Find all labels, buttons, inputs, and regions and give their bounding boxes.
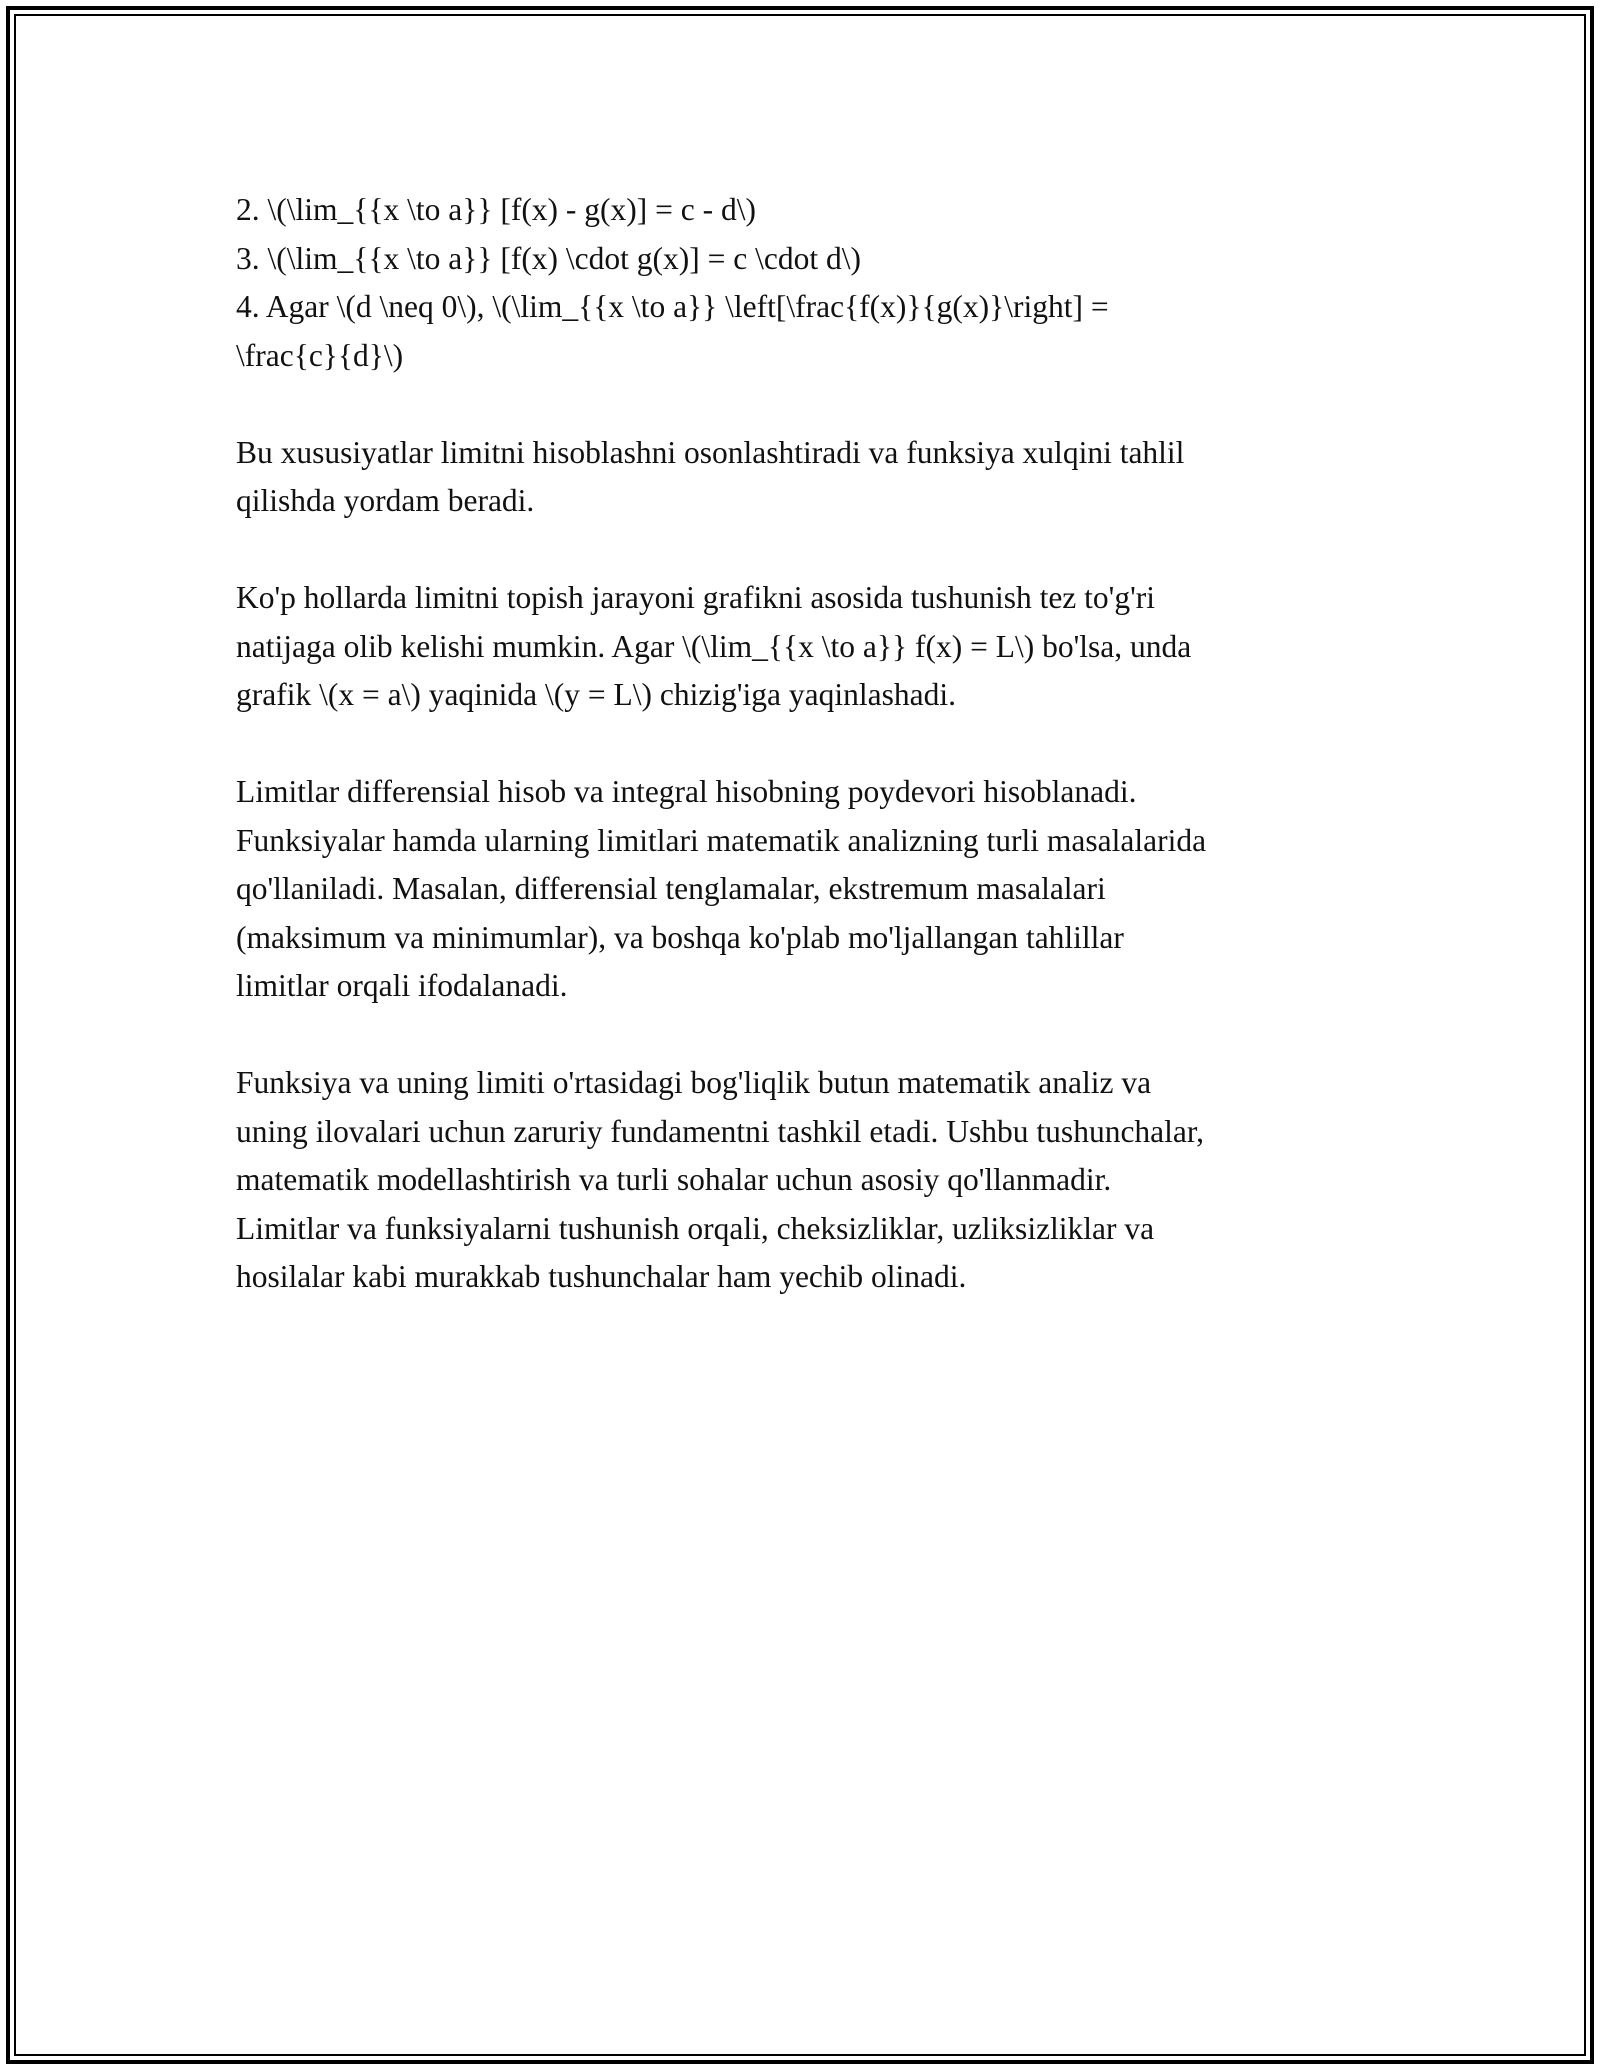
limit-properties-list	[236, 186, 1376, 380]
paragraph: Funksiya va uning limiti o'rtasidagi bog'liqlik butun matematik analiz va uning ilovalari uchun zaruriy fundamentni tashkil etadi. Ushbu tushunchalar, matematik modellashtirish va turli sohalar uchun asosiy qo'llanmadir. Limitlar va funksiyalarni tushunish orqali, cheksizliklar, uzliksizliklar va hosilalar kabi murakkab tushunchalar ham yechib olinadi.	[236, 1065, 1204, 1294]
paragraph: Limitlar differensial hisob va integral hisobning poydevori hisoblanadi. Funksiyalar hamda ularning limitlari matematik analizning turli masalalarida qo'llaniladi. Masalan, differensial tenglamalar, ekstremum masalalari (maksimum va minimumlar), va boshqa ko'plab mo'ljallangan tahlillar limitlar orqali ifodalanadi.	[236, 774, 1207, 1003]
list-item: 3. \(\lim_{{x \to a}} [f(x) \cdot g(x)] = c \cdot d\)	[236, 240, 861, 276]
list-item: 4. Agar \(d \neq 0\), \(\lim_{{x \to a}} \left[\frac{f(x)}{g(x)}\right] = \frac{c}{d}\)	[236, 289, 1109, 373]
paragraph: Ko'p hollarda limitni topish jarayoni grafikni asosida tushunish tez to'g'ri natijaga olib kelishi mumkin. Agar \(\lim_{{x \to a}} f(x) = L\) bo'lsa, unda grafik \(x = a\) yaqinida \(y = L\) chizig'iga yaqinlashadi.	[236, 580, 1192, 712]
document-body	[236, 186, 1376, 1350]
list-item: 2. \(\lim_{{x \to a}} [f(x) - g(x)] = c - d\)	[236, 192, 756, 227]
paragraph: Bu xususiyatlar limitni hisoblashni osonlashtiradi va funksiya xulqini tahlil qilishda yordam beradi.	[236, 434, 1185, 518]
